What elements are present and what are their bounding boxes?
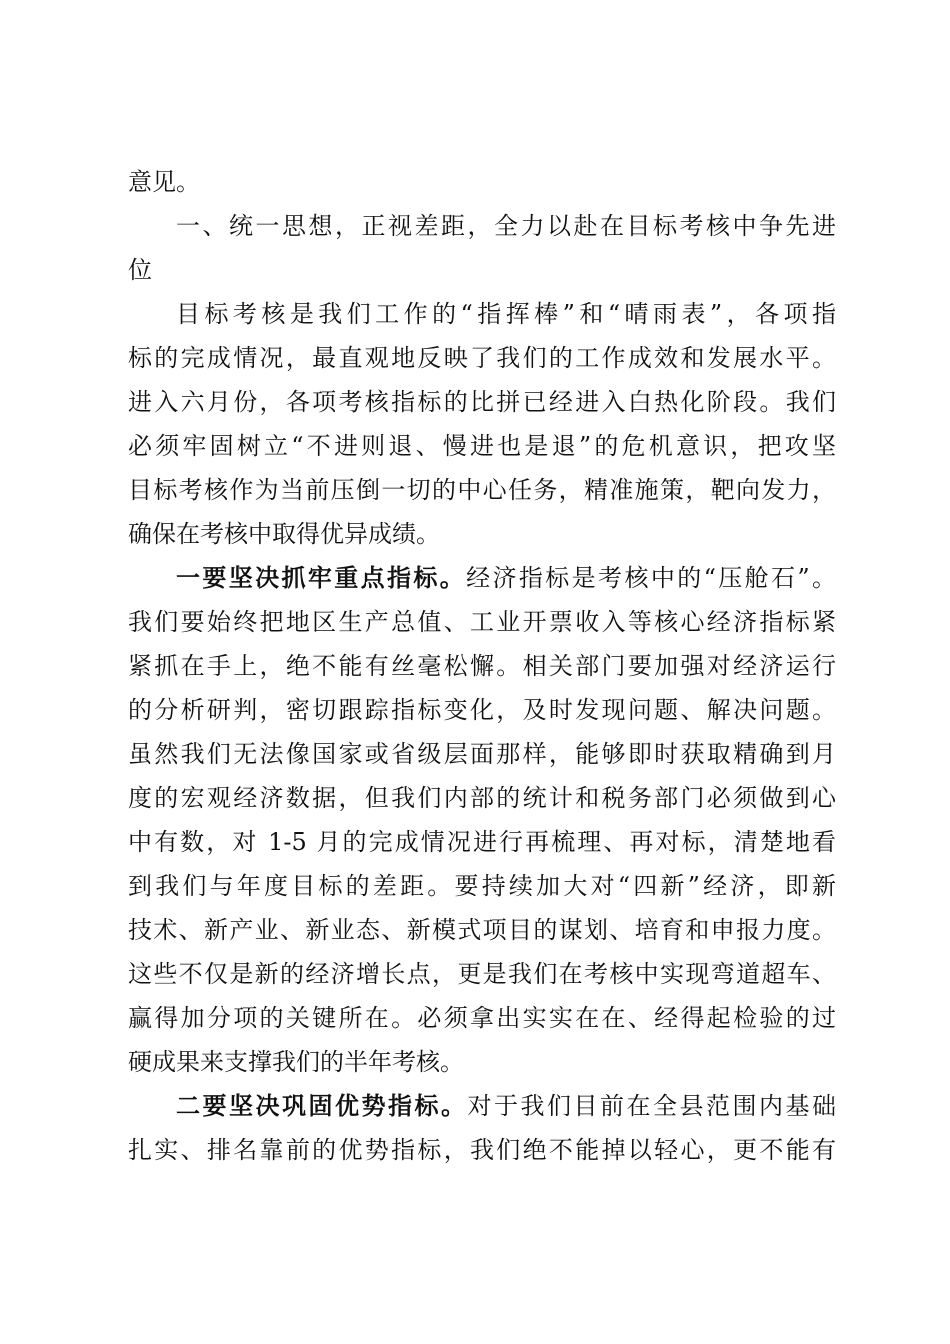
section-heading-line: 位 — [128, 256, 152, 284]
text-run: 经济指标是考核中的“压舱石”。 — [466, 564, 837, 592]
bold-lead-phrase: 二要坚决巩固优势指标。 — [176, 1091, 468, 1120]
text-line: 确保在考核中取得优异成绩。 — [128, 520, 440, 548]
text-line: 度的宏观经济数据，但我们内部的统计和税务部门必须做到心 — [128, 784, 836, 812]
text-line: 赢得加分项的关键所在。必须拿出实实在在、经得起检验的过 — [128, 1004, 836, 1032]
text-line: 目标考核作为当前压倒一切的中心任务，精准施策，靶向发力， — [128, 476, 836, 504]
document-body — [128, 160, 836, 1172]
bold-lead-phrase: 一要坚决抓牢重点指标。 — [176, 563, 467, 592]
text-line: 虽然我们无法像国家或省级层面那样，能够即时获取精确到月 — [128, 740, 836, 768]
section-heading-line: 一、统一思想，正视差距，全力以赴在目标考核中争先进 — [176, 212, 836, 240]
text-line: 技术、新产业、新业态、新模式项目的谋划、培育和申报力度。 — [128, 916, 836, 944]
text-line: 进入六月份，各项考核指标的比拼已经进入白热化阶段。我们 — [128, 388, 836, 416]
text-line: 我们要始终把地区生产总值、工业开票收入等核心经济指标紧 — [128, 608, 836, 636]
text-line: 中有数，对 1-5 月的完成情况进行再梳理、再对标，清楚地看 — [128, 828, 836, 856]
text-line: 这些不仅是新的经济增长点，更是我们在考核中实现弯道超车、 — [128, 960, 836, 988]
text-line: 意见。 — [128, 168, 200, 196]
text-line: 硬成果来支撑我们的半年考核。 — [128, 1048, 464, 1076]
text-line: 紧抓在手上，绝不能有丝毫松懈。相关部门要加强对经济运行 — [128, 652, 836, 680]
text-line: 必须牢固树立“不进则退、慢进也是退”的危机意识，把攻坚 — [128, 432, 836, 460]
text-line: 目标考核是我们工作的“指挥棒”和“晴雨表”，各项指 — [176, 300, 836, 328]
text-line — [128, 556, 836, 600]
text-line: 标的完成情况，最直观地反映了我们的工作成效和发展水平。 — [128, 344, 836, 372]
text-run: 对于我们目前在全县范围内基础 — [467, 1092, 836, 1120]
text-line: 到我们与年度目标的差距。要持续加大对“四新”经济，即新 — [128, 872, 836, 900]
text-line: 扎实、排名靠前的优势指标，我们绝不能掉以轻心，更不能有 — [128, 1136, 836, 1164]
text-line — [128, 1084, 836, 1128]
text-line: 的分析研判，密切跟踪指标变化，及时发现问题、解决问题。 — [128, 696, 836, 724]
